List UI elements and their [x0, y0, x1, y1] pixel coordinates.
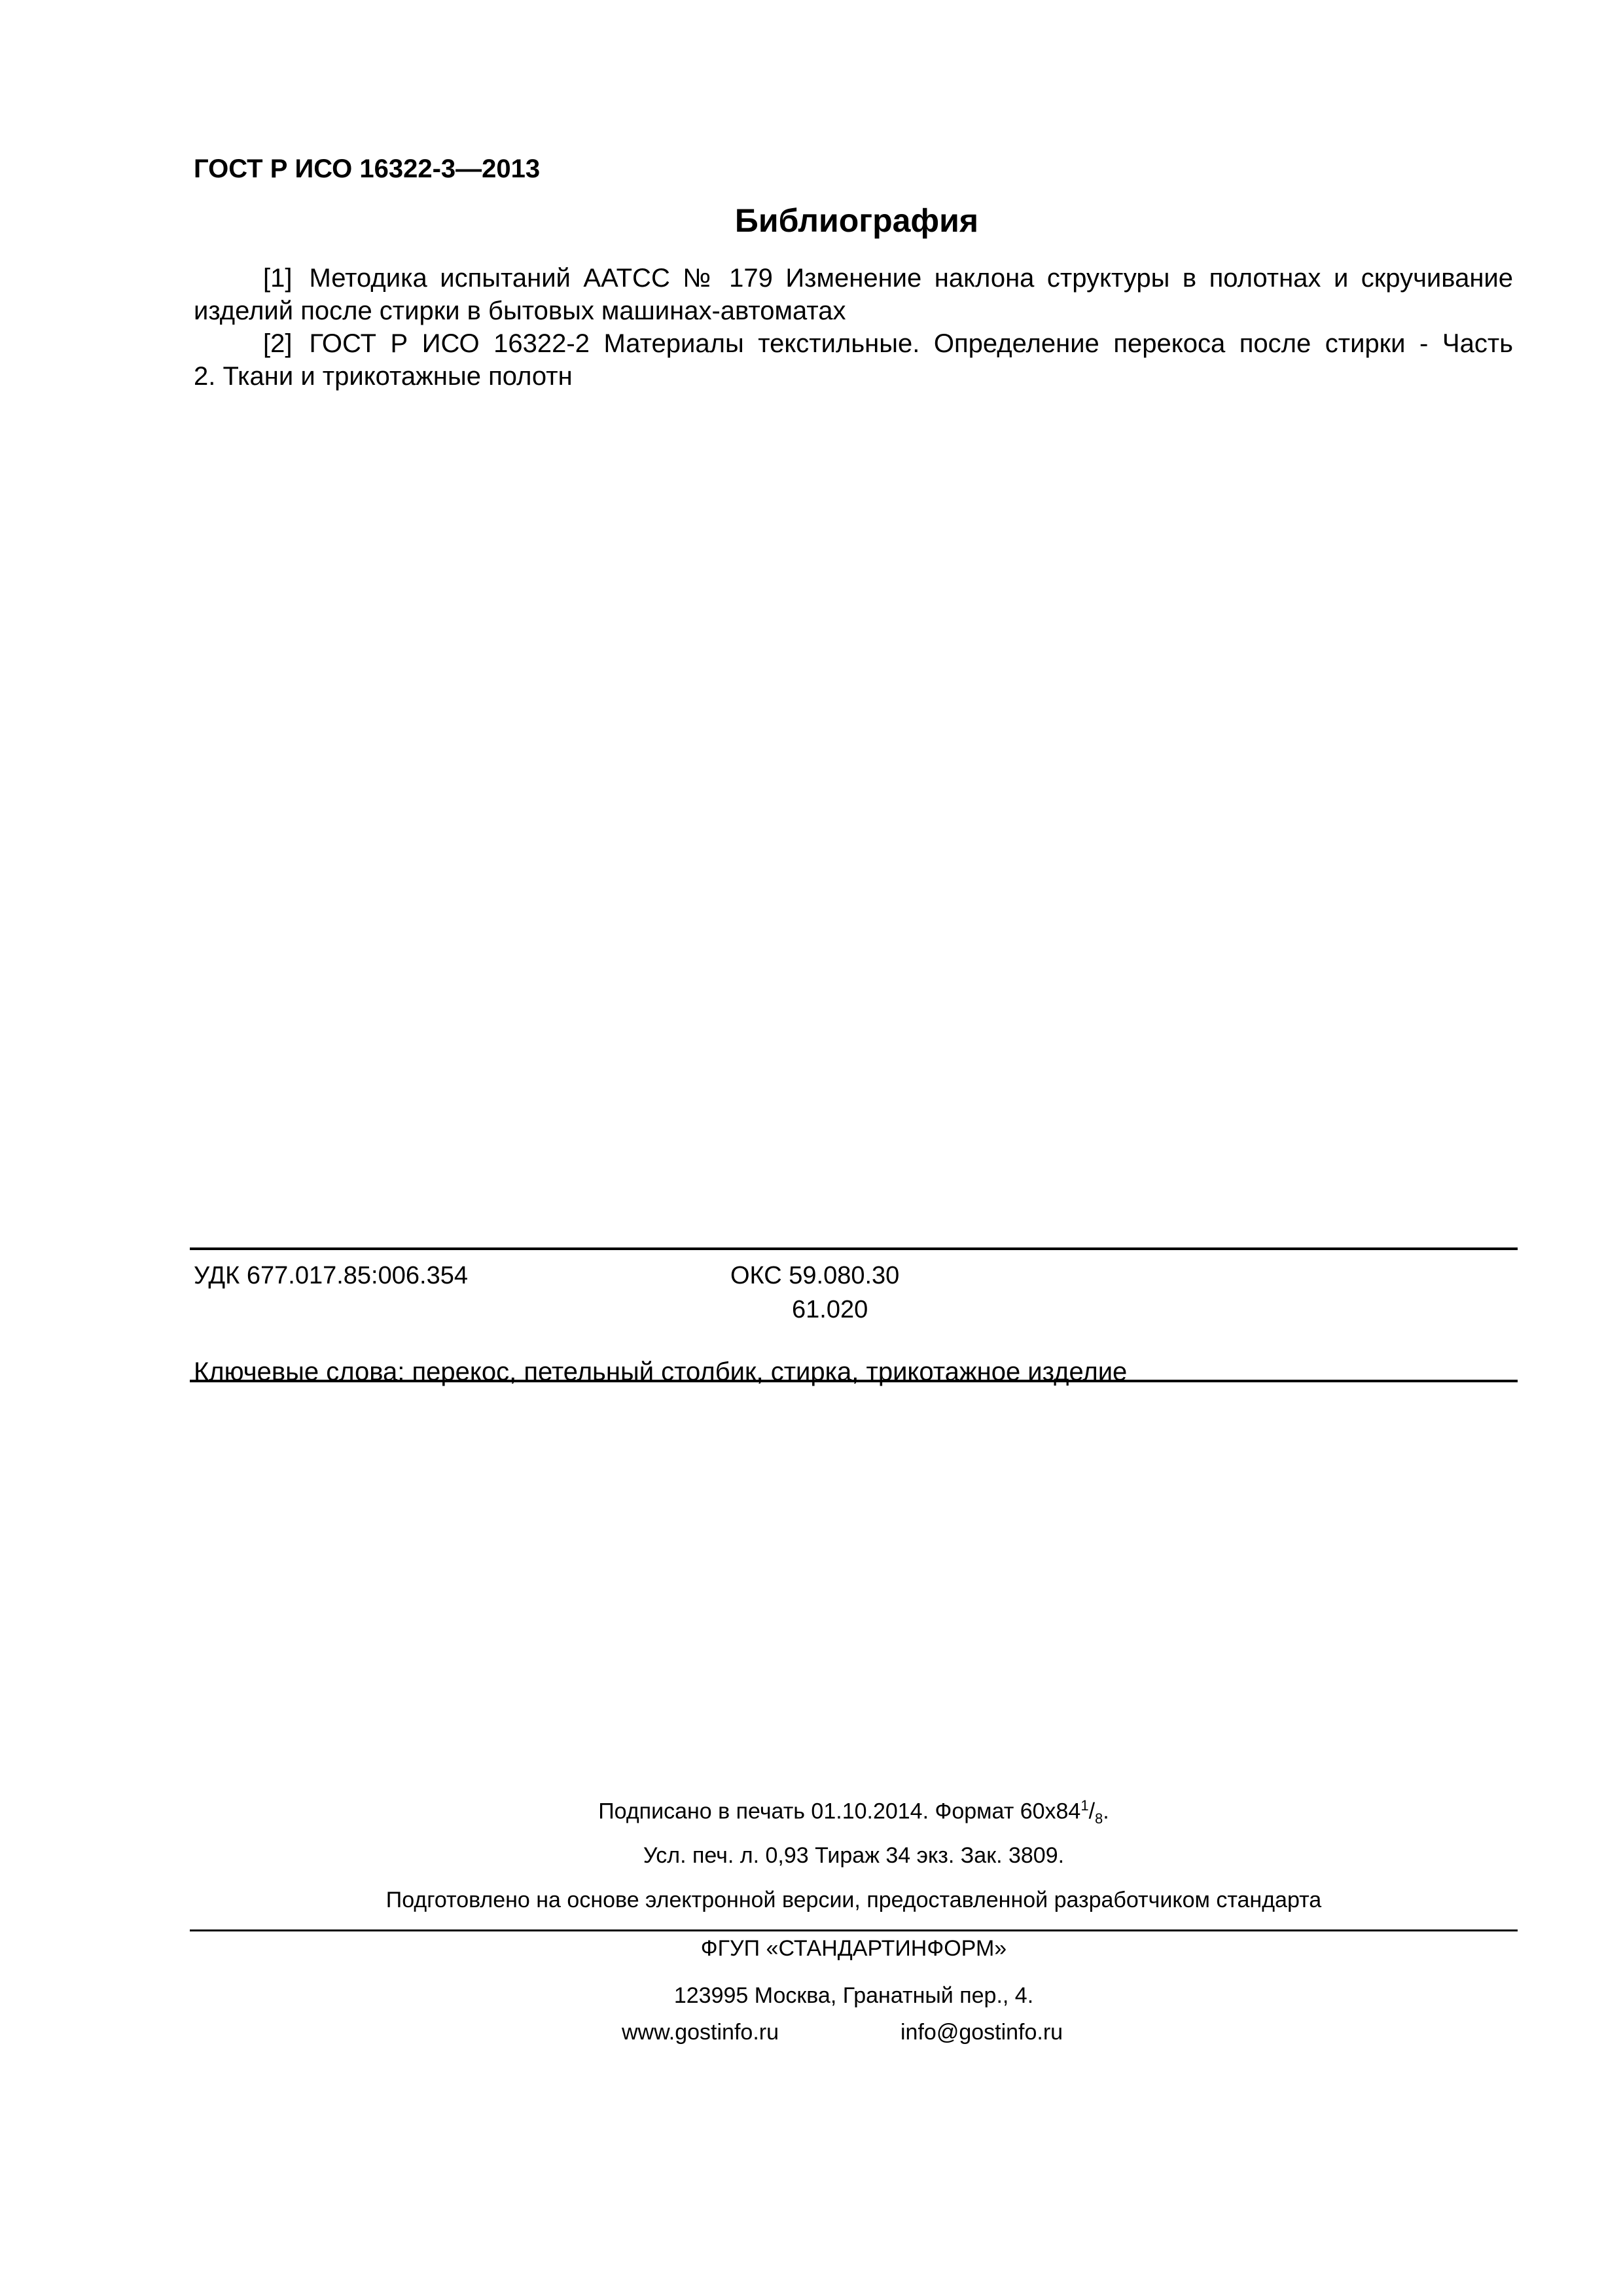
format-end: .	[1103, 1799, 1109, 1824]
oks-code: ОКС 59.080.30	[730, 1262, 900, 1289]
bibliography-item	[194, 262, 1513, 327]
publisher-name: ФГУП «СТАНДАРТИНФОРМ»	[700, 1936, 1007, 1961]
bibliography-item-first-line	[194, 262, 1513, 295]
imprint-print-info: Усл. печ. л. 0,93 Тираж 34 экз. Зак. 3809.	[643, 1843, 1065, 1868]
imprint-signed	[190, 1797, 1518, 1827]
oks-code-secondary: 61.020	[792, 1296, 868, 1323]
imprint-rule	[190, 1929, 1518, 1931]
publisher-email[interactable]: info@gostinfo.ru	[901, 2020, 1063, 2045]
bibliography-item	[194, 327, 1513, 393]
bibliography-item-text: ГОСТ Р ИСО 16322-2 Материалы текстильные. Определение перекоса после стирки - Часть	[309, 329, 1513, 358]
document-code: ГОСТ Р ИСО 16322-3—2013	[194, 154, 541, 183]
format-superscript: 1	[1080, 1797, 1089, 1814]
bibliography-item-continuation: 2. Ткани и трикотажные полотн	[194, 362, 573, 391]
publisher-website[interactable]: www.gostinfo.ru	[622, 2020, 779, 2045]
imprint-prepared: Подготовлено на основе электронной версии, предоставленной разработчиком стандарта	[385, 1888, 1322, 1912]
udk-code: УДК 677.017.85:006.354	[194, 1262, 468, 1289]
classification-bottom-rule	[190, 1380, 1518, 1382]
imprint-signed-text: Подписано в печать 01.10.2014. Формат 60х84	[598, 1799, 1081, 1824]
keywords: Ключевые слова: перекос, петельный столбик, стирка, трикотажное изделие	[194, 1357, 1128, 1386]
bibliography-item-continuation: изделий после стирки в бытовых машинах-автоматах	[194, 296, 846, 325]
classification-top-rule	[190, 1247, 1518, 1250]
bibliography-title: Библиография	[734, 202, 979, 239]
publisher-address: 123995 Москва, Гранатный пер., 4.	[673, 1983, 1034, 2008]
bibliography-item-text: Методика испытаний ААТСС № 179 Изменение наклона структуры в полотнах и скручивание	[309, 264, 1513, 293]
bibliography-item-number: [1]	[263, 264, 293, 293]
bibliography-item-first-line	[194, 327, 1513, 360]
format-subscript: 8	[1095, 1810, 1103, 1827]
format-separator: /	[1088, 1799, 1096, 1824]
bibliography-list	[194, 262, 1513, 393]
bibliography-item-number: [2]	[263, 329, 293, 358]
